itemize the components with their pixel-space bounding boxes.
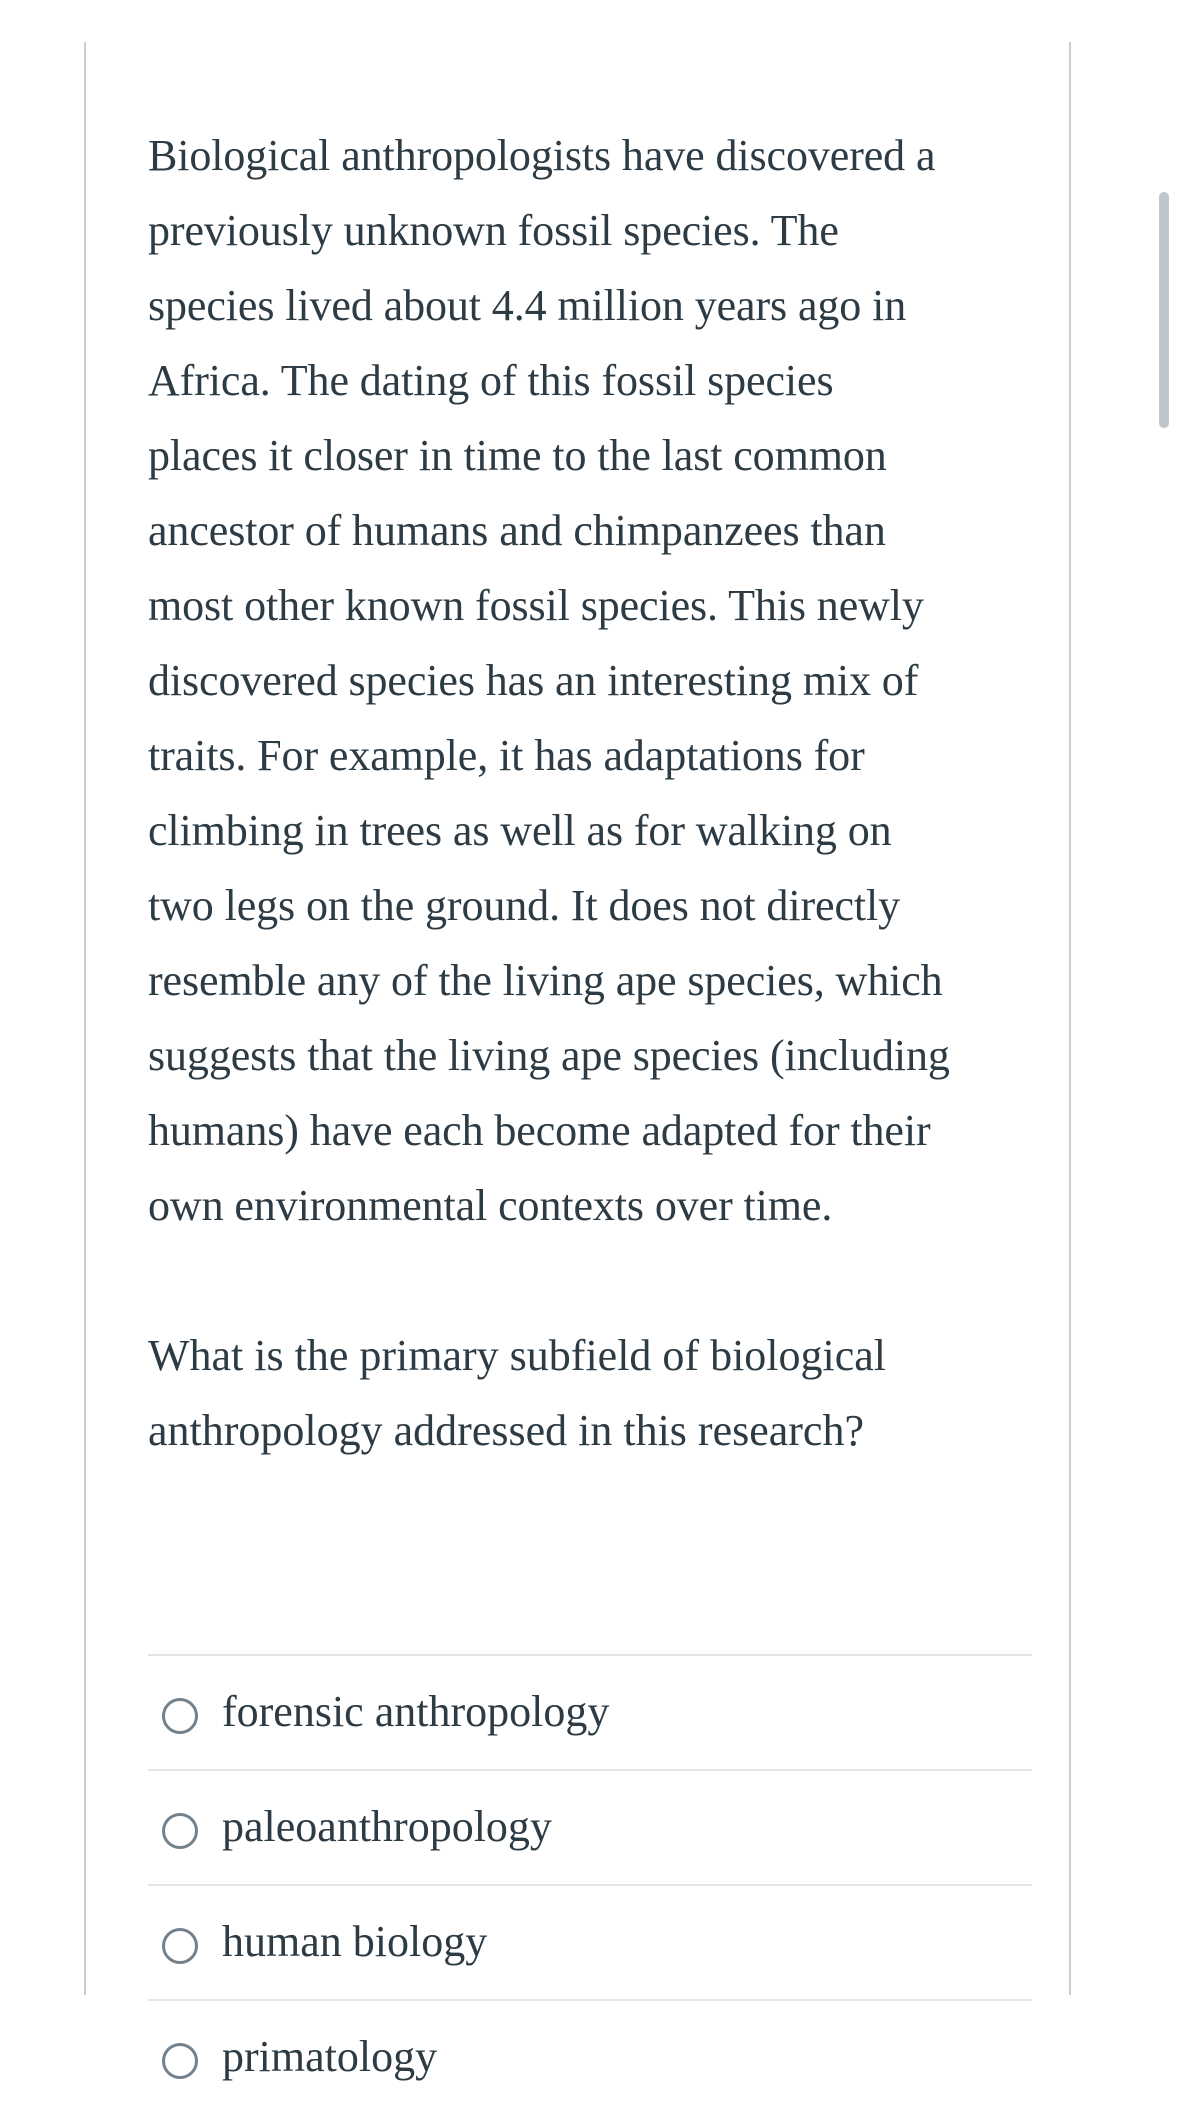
- passage-line: species lived about 4.4 million years ago in: [148, 281, 907, 330]
- question-line: anthropology addressed in this research?: [148, 1406, 864, 1455]
- question-line: What is the primary subfield of biological: [148, 1331, 887, 1380]
- answer-label[interactable]: paleoanthropology: [222, 1802, 552, 1851]
- passage-line: two legs on the ground. It does not directly: [148, 881, 901, 930]
- passage-line: own environmental contexts over time.: [148, 1181, 833, 1230]
- passage-line: suggests that the living ape species (including: [148, 1031, 950, 1080]
- question-prompt: [148, 1318, 1038, 1468]
- passage-line: climbing in trees as well as for walking on: [148, 806, 892, 855]
- answer-list: [148, 1654, 1032, 2116]
- passage-line: most other known fossil species. This newly: [148, 581, 924, 630]
- answer-option-primatology[interactable]: [148, 2001, 1032, 2116]
- answer-label[interactable]: forensic anthropology: [222, 1687, 610, 1736]
- passage-line: humans) have each become adapted for their: [148, 1106, 931, 1155]
- radio-button[interactable]: [162, 1698, 198, 1734]
- radio-button[interactable]: [162, 1928, 198, 1964]
- answer-option-paleoanthropology[interactable]: [148, 1771, 1032, 1886]
- passage-line: Africa. The dating of this fossil species: [148, 356, 834, 405]
- answer-label[interactable]: human biology: [222, 1917, 488, 1966]
- scrollbar-thumb[interactable]: [1159, 192, 1169, 428]
- passage-line: discovered species has an interesting mix of: [148, 656, 919, 705]
- answer-option-human-biology[interactable]: [148, 1886, 1032, 2001]
- passage-line: ancestor of humans and chimpanzees than: [148, 506, 886, 555]
- answer-option-forensic-anthropology[interactable]: [148, 1656, 1032, 1771]
- passage-line: resemble any of the living ape species, which: [148, 956, 943, 1005]
- question-passage: [148, 118, 1038, 1243]
- radio-button[interactable]: [162, 1813, 198, 1849]
- question-content: [148, 118, 1038, 2081]
- passage-line: places it closer in time to the last common: [148, 431, 887, 480]
- passage-line: traits. For example, it has adaptations for: [148, 731, 865, 780]
- passage-line: Biological anthropologists have discovered a: [148, 131, 936, 180]
- passage-line: previously unknown fossil species. The: [148, 206, 839, 255]
- answer-label[interactable]: primatology: [222, 2032, 438, 2081]
- radio-button[interactable]: [162, 2043, 198, 2079]
